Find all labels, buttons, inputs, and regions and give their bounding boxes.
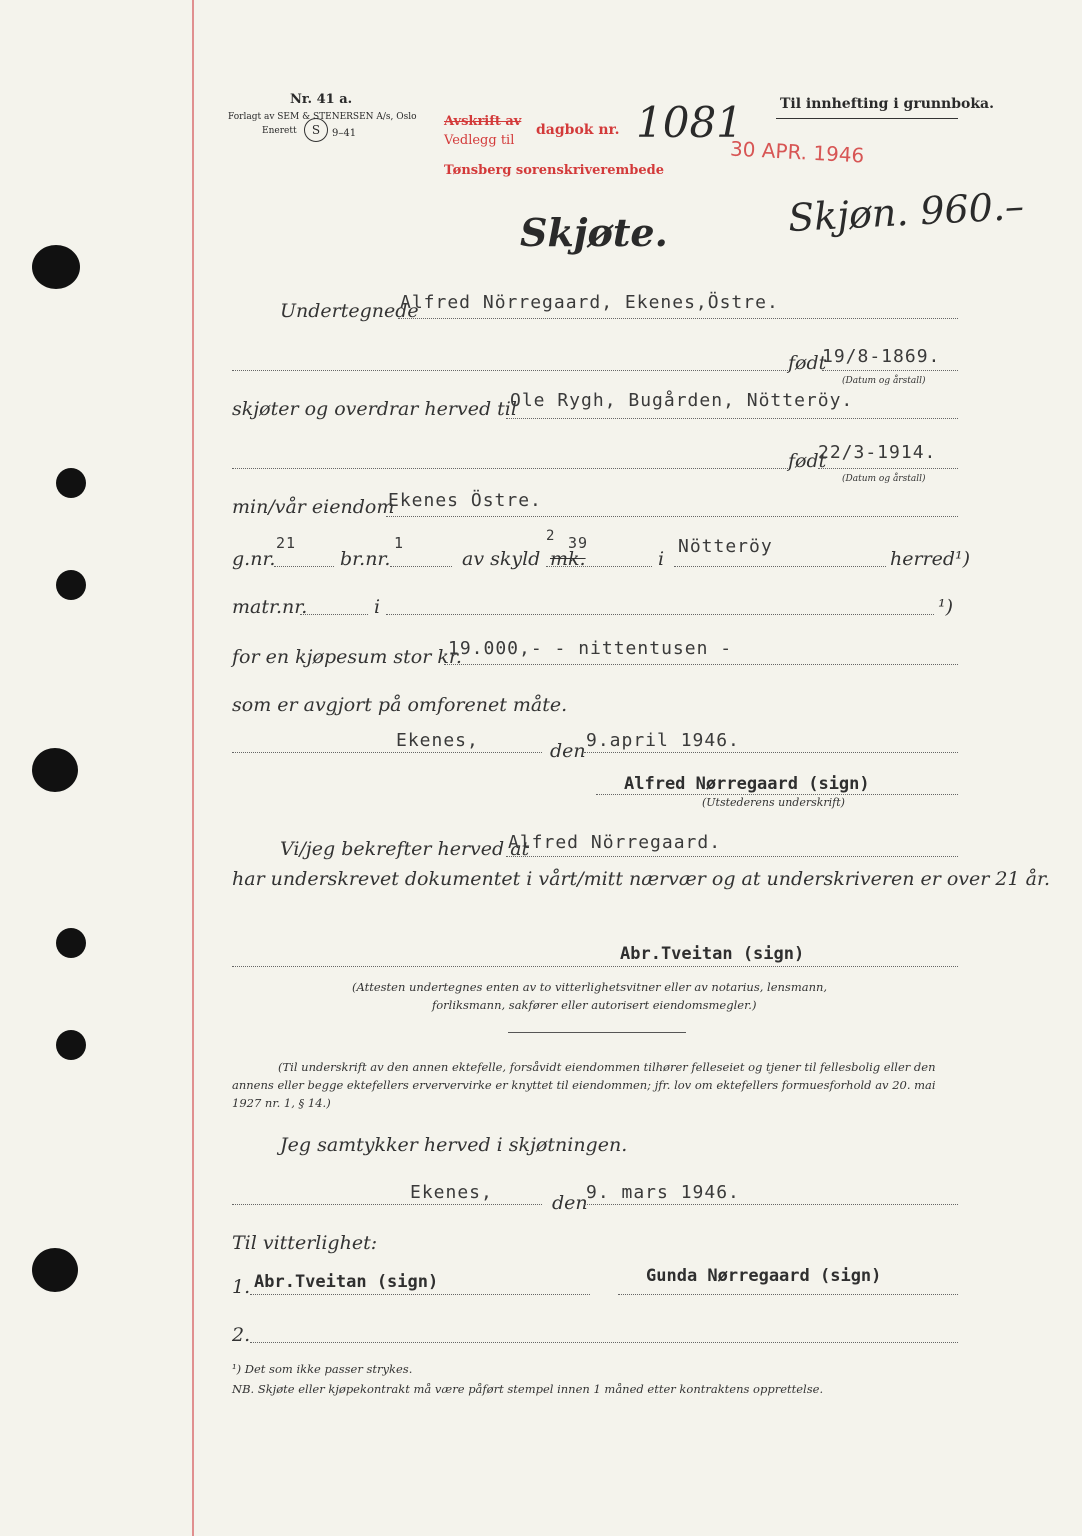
herred-label: herred¹) — [890, 548, 971, 570]
top-right-note: Til innhefting i grunnboka. — [780, 96, 995, 112]
dotted-line — [674, 566, 886, 567]
dotted-line — [250, 1294, 590, 1295]
vitterlighet-label: Til vitterlighet: — [232, 1232, 378, 1254]
bekrefter-value: Alfred Nörregaard. — [508, 832, 722, 853]
place-1: Ekenes, — [396, 730, 479, 751]
binder-hole — [56, 468, 86, 498]
brnr-label: br.nr. — [340, 548, 391, 570]
dotted-line — [250, 1342, 958, 1343]
dotted-line — [300, 614, 368, 615]
witness-signature: Abr.Tveitan (sign) — [620, 944, 805, 964]
undertegnede-label: Undertegnede — [280, 300, 419, 322]
dotted-line — [386, 516, 958, 517]
date-hint-1: (Datum og årstall) — [842, 376, 926, 386]
fodt-label-2: født — [788, 450, 827, 472]
date-1: 9.april 1946. — [586, 730, 740, 751]
dotted-line — [232, 370, 788, 371]
den-label-2: den — [552, 1192, 588, 1214]
margin-rule — [192, 0, 194, 1536]
matrnr-label: matr.nr. — [232, 596, 308, 618]
dotted-line — [444, 664, 958, 665]
skyld-label: av skyld — [462, 548, 541, 570]
utsteder-hint: (Utstederens underskrift) — [702, 796, 845, 809]
document-title: Skjøte. — [520, 210, 668, 255]
dotted-line — [506, 856, 958, 857]
mk-label: mk. — [550, 548, 586, 570]
binder-hole — [32, 1248, 78, 1292]
dotted-line — [822, 370, 958, 371]
binder-hole — [32, 748, 78, 792]
stamp-avskrift: Avskrift av — [444, 114, 522, 129]
bekrefter-label: Vi/jeg bekrefter herved at — [280, 838, 530, 860]
buyer-birth: 22/3-1914. — [818, 442, 937, 463]
kjopesum-label: for en kjøpesum stor kr. — [232, 646, 462, 668]
property-name: Ekenes Östre. — [388, 490, 542, 511]
buyer-name: Ole Rygh, Bugården, Nötteröy. — [510, 390, 854, 411]
dotted-line — [232, 468, 788, 469]
dotted-line — [618, 1294, 958, 1295]
spouse-signature: Gunda Nørregaard (sign) — [646, 1266, 882, 1286]
attest-note-2: forliksmann, sakfører eller autorisert eiendomsmegler.) — [432, 998, 757, 1012]
top-right-rule — [776, 118, 958, 119]
dotted-line — [232, 1204, 542, 1205]
dotted-line — [506, 418, 958, 419]
publisher-logo-icon: S — [304, 118, 328, 142]
dotted-line — [274, 566, 334, 567]
stamp-office: Tønsberg sorenskriverembede — [444, 163, 665, 178]
dagbok-number: 1081 — [636, 98, 743, 147]
binder-hole — [56, 1030, 86, 1060]
brnr-value: 1 — [394, 534, 405, 552]
avgjort-label: som er avgjort på omforenet måte. — [232, 694, 568, 716]
seller-birth: 19/8-1869. — [822, 346, 941, 367]
date-hint-2: (Datum og årstall) — [842, 474, 926, 484]
samtykke-label: Jeg samtykker herved i skjøtningen. — [280, 1134, 628, 1156]
dotted-line — [584, 752, 958, 753]
i-label: i — [658, 548, 665, 570]
witness-2-label: 2. — [232, 1324, 251, 1346]
footnote-2: NB. Skjøte eller kjøpekontrakt må være påført stempel innen 1 måned etter kontraktens opprettelse. — [232, 1382, 824, 1396]
skjoter-label: skjøter og overdrar herved til — [232, 398, 517, 420]
publisher-line: Forlagt av SEM & STENERSEN A/s, Oslo — [228, 112, 417, 122]
witness-1-label: 1. — [232, 1276, 251, 1298]
dotted-line — [398, 318, 958, 319]
stamp-vedlegg: Vedlegg til — [444, 133, 515, 148]
dotted-line — [390, 566, 452, 567]
matrnr-i: i — [374, 596, 381, 618]
gnr-label: g.nr. — [232, 548, 276, 570]
witness-1-signature: Abr.Tveitan (sign) — [254, 1272, 439, 1292]
attest-note-1: (Attesten undertegnes enten av to vitterlighetsvitner eller av notarius, lensmann, — [352, 980, 828, 994]
gnr-value: 21 — [276, 534, 297, 552]
eiendom-label: min/vår eiendom — [232, 496, 395, 518]
matrnr-note: ¹) — [938, 596, 954, 618]
binder-hole — [32, 245, 80, 289]
den-label-1: den — [550, 740, 586, 762]
form-number: Nr. 41 a. — [290, 92, 353, 107]
dotted-line — [386, 614, 934, 615]
ektefelle-note-2: annens eller begge ektefellers erververvirke er knyttet til eiendommen; jfr. lov om ektefellers formuesforhold av 20. mai — [232, 1078, 936, 1092]
seller-signature: Alfred Nørregaard (sign) — [624, 774, 870, 794]
dotted-line — [584, 1204, 958, 1205]
binder-hole — [56, 928, 86, 958]
handwritten-skjonn: Skjøn. 960.– — [787, 183, 1025, 241]
publisher-enerett: Enerett — [262, 126, 297, 136]
footnote-1: ¹) Det som ikke passer strykes. — [232, 1362, 413, 1376]
skyld-value-top: 2 — [546, 528, 556, 544]
kjopesum-value: 19.000,- - nittentusen - — [448, 638, 733, 659]
binder-hole — [56, 570, 86, 600]
date-stamp: 30 APR. 1946 — [729, 136, 865, 168]
skyld-value: 39 — [568, 534, 589, 552]
publisher-code: 9–41 — [332, 128, 357, 139]
dotted-line — [546, 566, 652, 567]
dotted-line — [232, 752, 542, 753]
dokument-line: har underskrevet dokumentet i vårt/mitt nærvær og at underskriveren er over 21 år. — [232, 868, 1050, 890]
section-rule — [508, 1032, 686, 1033]
date-2: 9. mars 1946. — [586, 1182, 740, 1203]
ektefelle-note-3: 1927 nr. 1, § 14.) — [232, 1096, 331, 1110]
dotted-line — [818, 468, 958, 469]
stamp-dagbok: dagbok nr. — [536, 122, 620, 138]
seller-name: Alfred Nörregaard, Ekenes,Östre. — [400, 292, 779, 313]
ektefelle-note-1: (Til underskrift av den annen ektefelle, forsåvidt eiendommen tilhører felleseiet og tjener til fellesbolig eller den — [278, 1060, 936, 1074]
fodt-label-1: født — [788, 352, 827, 374]
dotted-line — [232, 966, 958, 967]
herred-value: Nötteröy — [678, 536, 773, 557]
place-2: Ekenes, — [410, 1182, 493, 1203]
